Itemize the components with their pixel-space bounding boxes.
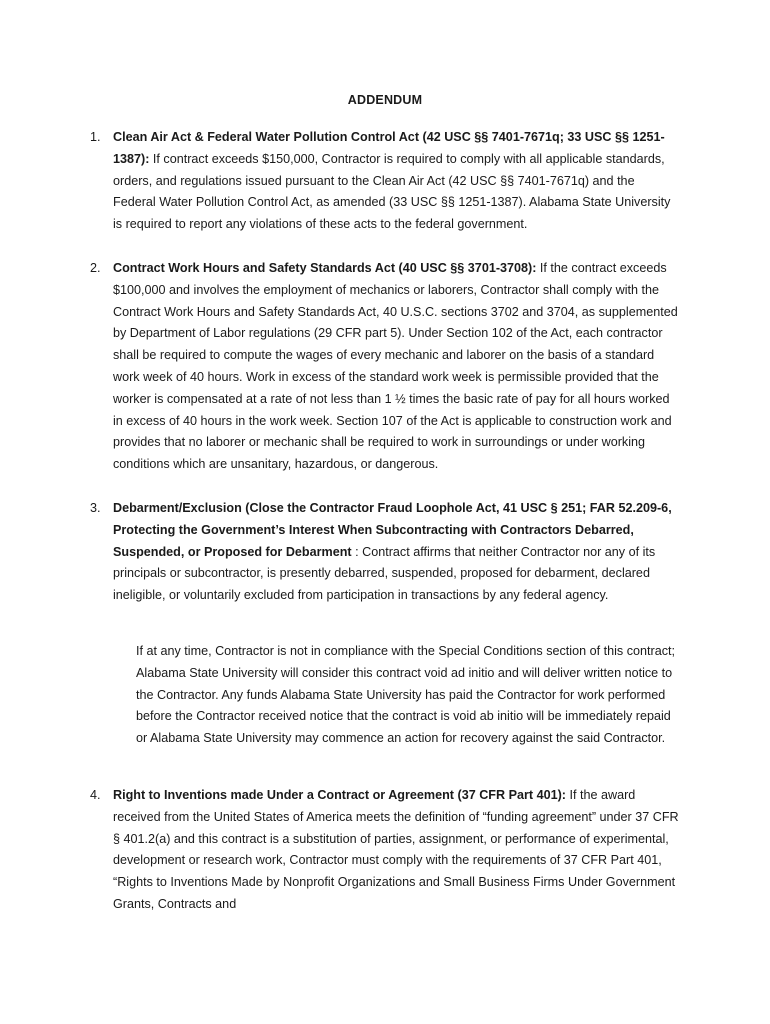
item-heading: Right to Inventions made Under a Contract or Agreement (37 CFR Part 401): (113, 788, 566, 802)
item-heading: Debarment/Exclusion (Close the Contractor Fraud Loophole Act, 41 USC § 251; FAR 52.209-6, Protecting the Government’s Interest When Subcontracting with Contractors Debarred, Suspended, or Proposed for Debarment (113, 501, 672, 559)
addendum-item-3 (90, 498, 680, 607)
item-body (113, 127, 680, 236)
addendum-item-1 (90, 127, 680, 236)
item-body (113, 498, 680, 607)
item-text: If the award received from the United States of America meets the definition of “funding agreement” under 37 CFR § 401.2(a) and this contract is a substitution of parties, assignment, or performance of experimental, development or research work, Contractor must comply with the requirements of 37 CFR Part 401, “Rights to Inventions Made by Nonprofit Organizations and Small Business Firms Under Government Grants, Contracts and (113, 788, 679, 911)
item-number: 4. (90, 788, 101, 802)
document-title: ADDENDUM (347, 93, 423, 107)
item-number: 2. (90, 261, 101, 275)
item-body (113, 785, 680, 916)
addendum-item-2 (90, 258, 680, 476)
item-text: If contract exceeds $150,000, Contractor is required to comply with all applicable standards, orders, and regulations issued pursuant to the Clean Air Act (42 USC §§ 7401-7671q) and the Federal Water Pollution Control Act, as amended (33 USC §§ 1251-1387). Alabama State University is required to report any violations of these acts to the federal government. (113, 151, 671, 232)
addendum-item-4 (90, 785, 680, 916)
item-heading: Clean Air Act & Federal Water Pollution Control Act (42 USC §§ 7401-7671q; 33 USC §§ 1251-1387): (113, 130, 665, 166)
item-number: 3. (90, 501, 101, 515)
item-text: If the contract exceeds $100,000 and involves the employment of mechanics or laborers, Contractor shall comply with the Contract Work Hours and Safety Standards Act, 40 U.S.C. sections 3702 and 3704, as supplemented by Department of Labor regulations (29 CFR part 5). Under Section 102 of the Act, each contractor shall be required to compute the wages of every mechanic and laborer on the basis of a standard work week of 40 hours. Work in excess of the standard work week is permissible provided that the worker is compensated at a rate of not less than 1 ½ times the basic rate of pay for all hours worked in excess of 40 hours in the work week. Section 107 of the Act is applicable to construction work and provides that no laborer or mechanic shall be required to work in surroundings or under working conditions which are unsanitary, hazardous, or dangerous. (113, 261, 678, 472)
item-text: : Contract affirms that neither Contractor nor any of its principals or subcontractor, is presently debarred, suspended, proposed for debarment, declared ineligible, or voluntarily excluded from participation in transactions by any federal agency. (113, 544, 656, 603)
item-number: 1. (90, 130, 101, 144)
item-heading: Contract Work Hours and Safety Standards Act (40 USC §§ 3701-3708): (113, 261, 537, 275)
special-conditions-paragraph: If at any time, Contractor is not in compliance with the Special Conditions section of this contract; Alabama State University will consider this contract void ad initio and will deliver written notice to the Contractor. Any funds Alabama State University has paid the Contractor for work performed before the Contractor received notice that the contract is void ab initio will be immediately repaid or Alabama State University may commence an action for recovery against the said Contractor. (136, 644, 675, 746)
item-body (113, 258, 680, 476)
